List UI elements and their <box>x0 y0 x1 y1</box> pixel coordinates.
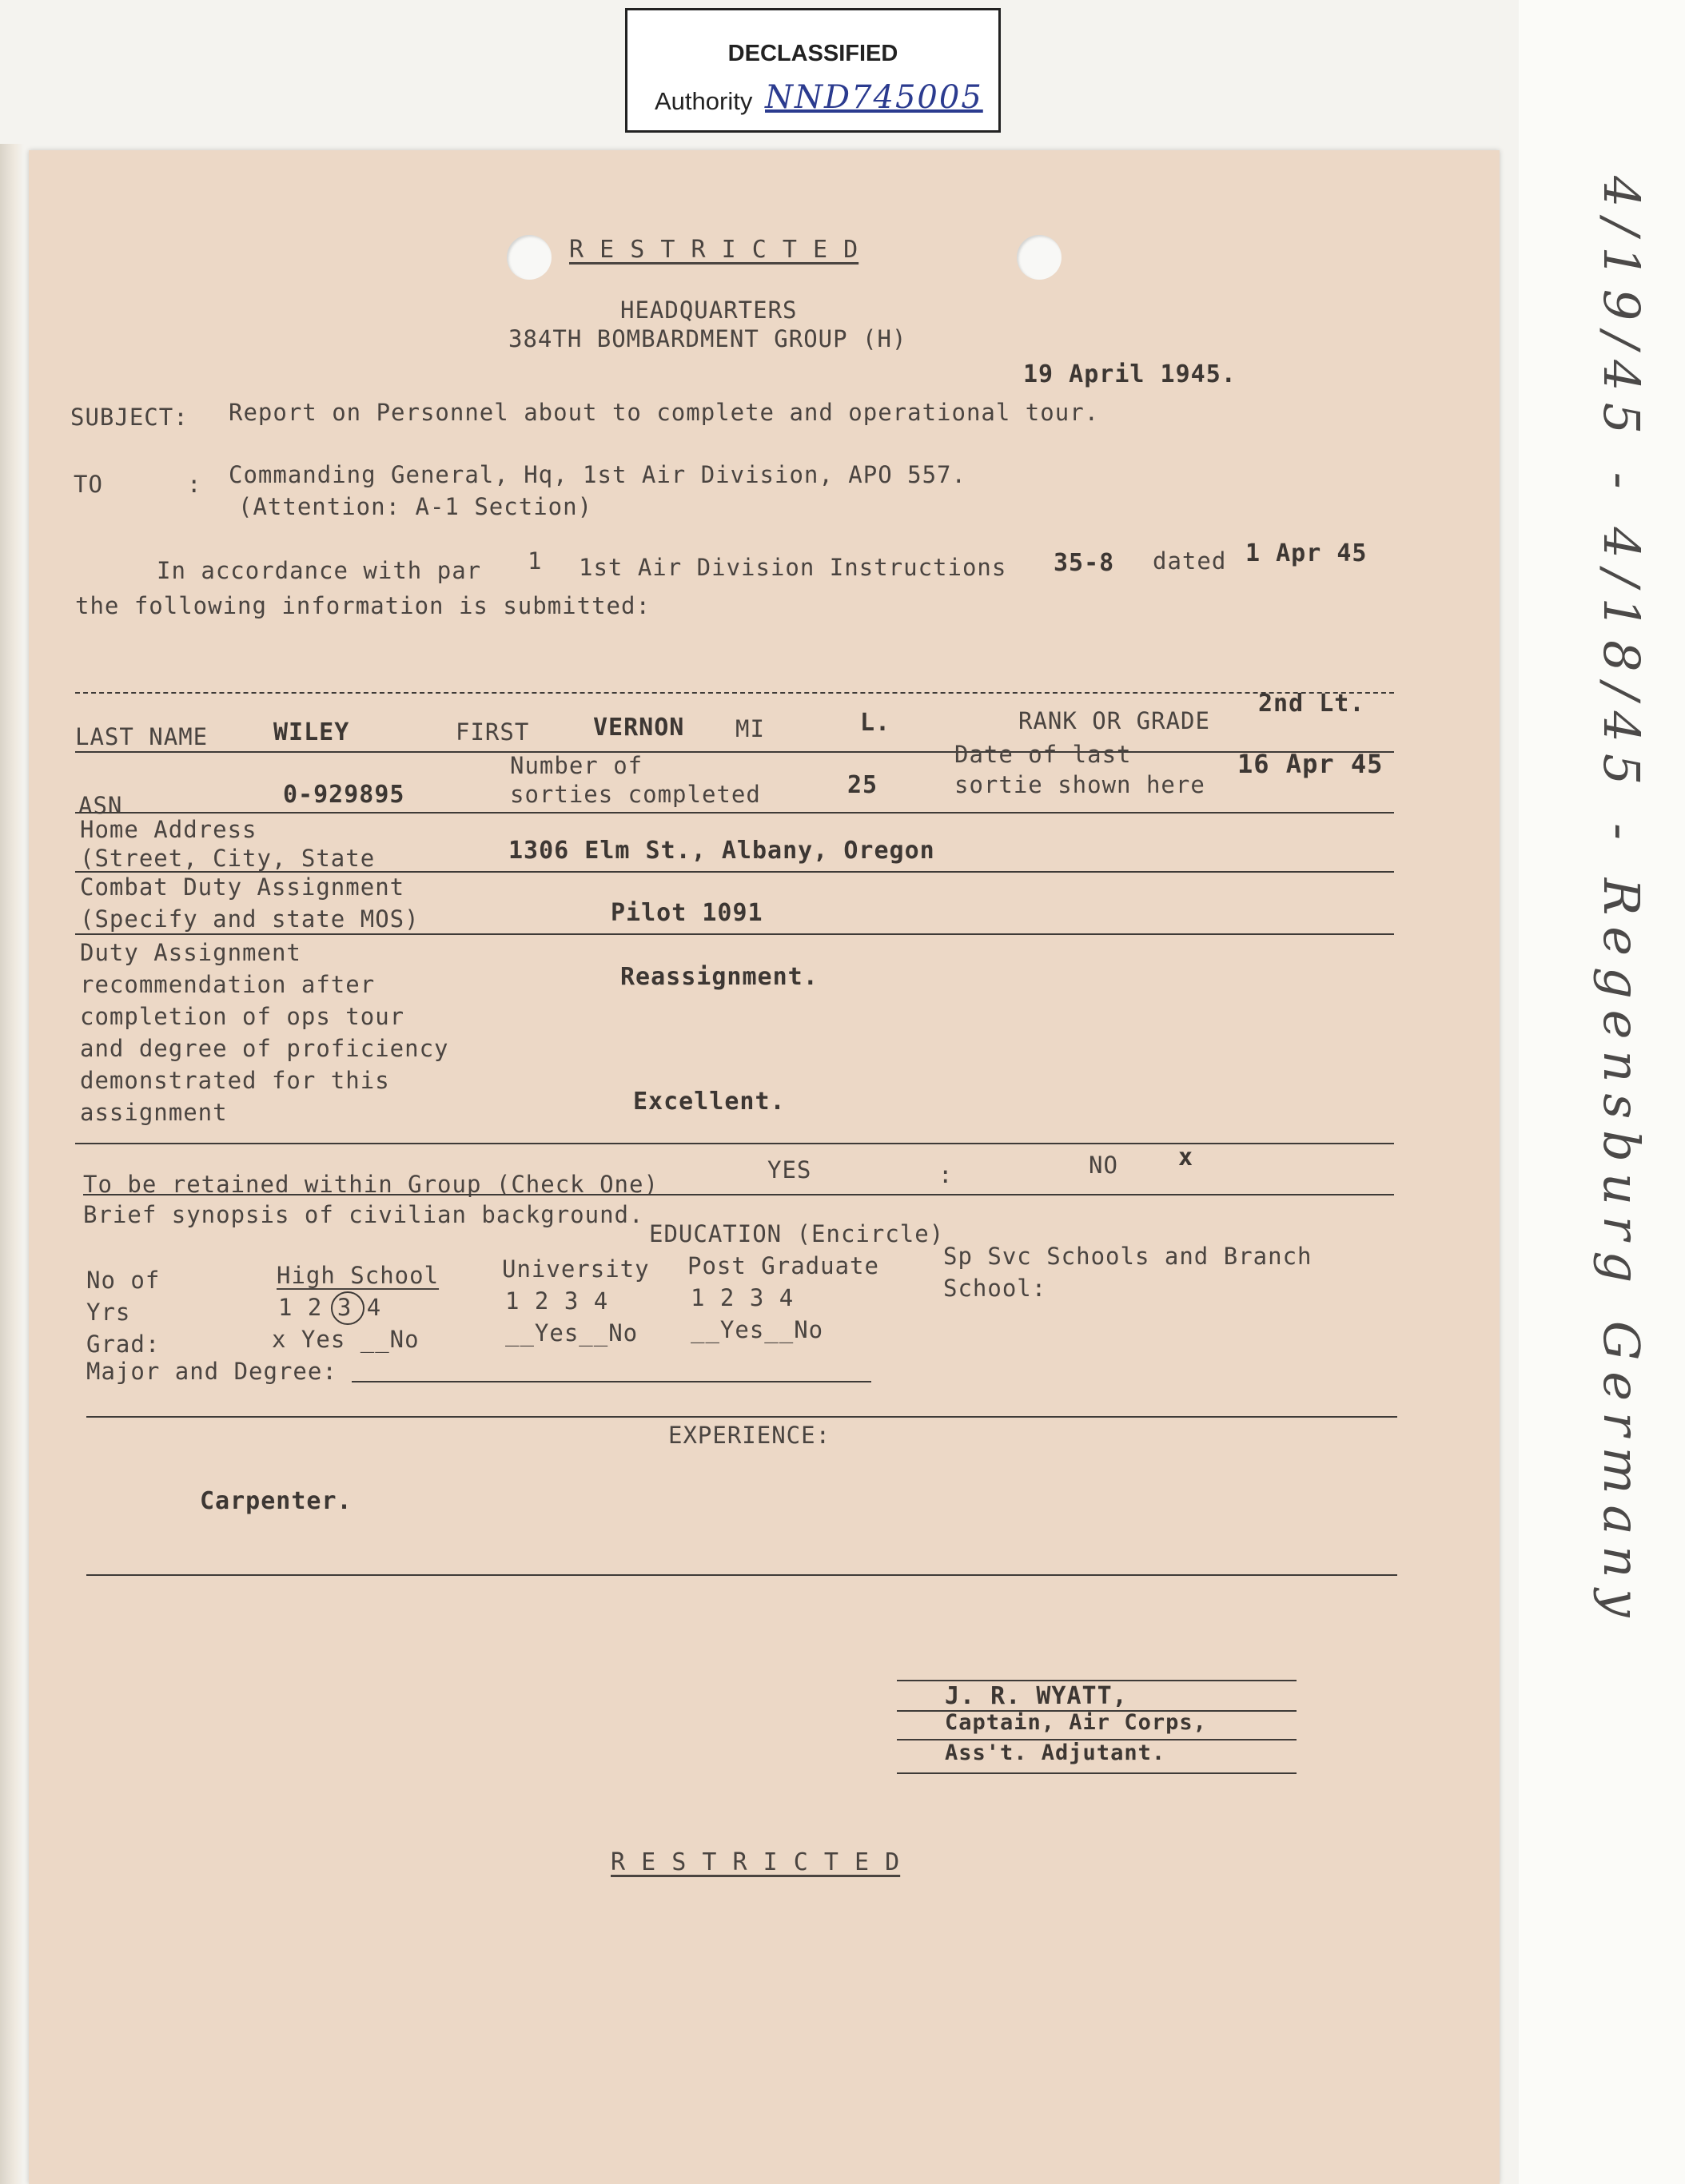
to-colon: : <box>187 471 202 498</box>
retained-label: To be retained within Group (Check One) <box>83 1171 659 1198</box>
hq-line-1: HEADQUARTERS <box>620 296 798 324</box>
home-label-2: (Street, City, State <box>80 845 376 872</box>
asn-value: 0-929895 <box>283 781 405 809</box>
duty-label-5: demonstrated for this <box>80 1067 390 1094</box>
para-mid: 1st Air Division Instructions <box>579 554 1007 581</box>
high-school-label: High School <box>277 1262 440 1289</box>
proficiency-value: Excellent. <box>633 1088 786 1116</box>
experience-heading: EXPERIENCE: <box>668 1422 831 1449</box>
classification-top: R E S T R I C T E D <box>569 236 859 264</box>
name-row-line <box>75 751 1394 753</box>
post-graduate-grad: __Yes__No <box>691 1316 824 1343</box>
duty-label-6: assignment <box>80 1099 228 1126</box>
university-grad: __Yes__No <box>505 1319 639 1347</box>
high-school-grad: x Yes __No <box>272 1326 420 1353</box>
retained-yes-label: YES <box>767 1156 812 1183</box>
last-name-label: LAST NAME <box>75 723 209 750</box>
first-name-value: VERNON <box>593 714 685 742</box>
edu-yrs-label: Yrs <box>86 1299 131 1326</box>
last-sortie-label-2: sortie shown here <box>954 771 1205 798</box>
subject-label: SUBJECT: <box>70 404 189 431</box>
duty-label-3: completion of ops tour <box>80 1003 405 1030</box>
combat-row-line <box>75 933 1394 935</box>
high-school-year-circle <box>331 1291 364 1325</box>
punch-hole-right <box>1017 235 1062 280</box>
rank-value: 2nd Lt. <box>1258 690 1365 718</box>
home-address-value: 1306 Elm St., Albany, Oregon <box>508 837 935 865</box>
dated-label: dated <box>1153 547 1227 575</box>
combat-duty-value: Pilot 1091 <box>611 899 763 927</box>
middle-initial-value: L. <box>860 709 891 737</box>
dated-value: 1 Apr 45 <box>1245 539 1368 567</box>
declassified-stamp <box>625 8 1001 133</box>
experience-value: Carpenter. <box>200 1487 353 1515</box>
retained-no-mark: x <box>1178 1144 1194 1172</box>
combat-label-2: (Specify and state MOS) <box>80 905 420 933</box>
hq-line-2: 384TH BOMBARDMENT GROUP (H) <box>508 325 907 352</box>
last-sortie-value: 16 Apr 45 <box>1237 749 1384 779</box>
sorties-label-2: sorties completed <box>510 781 761 808</box>
retained-row-line <box>83 1194 1394 1195</box>
signature-line-top <box>897 1680 1297 1681</box>
special-schools-label-1: Sp Svc Schools and Branch <box>943 1243 1313 1270</box>
education-heading: EDUCATION (Encircle) <box>649 1220 945 1247</box>
rank-label: RANK OR GRADE <box>1018 707 1210 734</box>
handwritten-note: 4/19/45 - 4/18/45 - Regensburg Germany <box>1592 176 1651 1629</box>
home-label-1: Home Address <box>80 816 257 843</box>
stamp-authority-value: NND745005 <box>765 79 983 116</box>
to-line-2: (Attention: A-1 Section) <box>238 493 593 520</box>
to-line-1: Commanding General, Hq, 1st Air Division, APO 557. <box>229 461 966 488</box>
instruction-number: 35-8 <box>1054 549 1115 577</box>
home-row-line <box>75 871 1394 873</box>
major-degree-line <box>352 1381 871 1382</box>
sorties-label-1: Number of <box>510 752 643 779</box>
subject-text: Report on Personnel about to complete and operational tour. <box>229 399 1100 426</box>
post-graduate-years: 1 2 3 4 <box>691 1284 795 1311</box>
edu-no-of-label: No of <box>86 1267 161 1294</box>
signatory-title-2: Ass't. Adjutant. <box>945 1740 1166 1765</box>
retained-separator: : <box>938 1161 954 1188</box>
experience-bottom-line <box>86 1574 1397 1576</box>
document-page <box>29 150 1500 2184</box>
signature-line-bottom <box>897 1772 1297 1774</box>
university-label: University <box>502 1255 650 1283</box>
edu-grad-label: Grad: <box>86 1331 161 1358</box>
major-degree-label: Major and Degree: <box>86 1358 337 1385</box>
first-name-label: FIRST <box>456 718 530 746</box>
duty-label-2: recommendation after <box>80 971 376 998</box>
university-years: 1 2 3 4 <box>505 1287 609 1315</box>
duty-label-1: Duty Assignment <box>80 939 301 966</box>
para-start: In accordance with par <box>157 557 482 584</box>
duty-label-4: and degree of proficiency <box>80 1035 449 1062</box>
post-graduate-label: Post Graduate <box>687 1252 879 1279</box>
stamp-title: DECLASSIFIED <box>727 41 898 66</box>
high-school-years: 1 2 3 4 <box>278 1294 382 1321</box>
document-date: 19 April 1945. <box>1023 360 1237 388</box>
special-schools-label-2: School: <box>943 1275 1047 1302</box>
retained-no-label: NO <box>1089 1152 1118 1179</box>
middle-initial-label: MI <box>735 715 765 742</box>
duty-recommendation-value: Reassignment. <box>620 963 819 991</box>
combat-label-1: Combat Duty Assignment <box>80 873 405 901</box>
section-top-line <box>75 692 1394 694</box>
last-sortie-label-1: Date of last <box>954 741 1132 768</box>
stamp-authority-label: Authority <box>655 87 753 115</box>
punch-hole-left <box>507 235 552 280</box>
para-line-2: the following information is submitted: <box>75 592 651 619</box>
classification-bottom: R E S T R I C T E D <box>611 1848 901 1876</box>
synopsis-label: Brief synopsis of civilian background. <box>83 1201 644 1228</box>
sorties-value: 25 <box>847 771 878 799</box>
to-label: TO <box>74 471 103 498</box>
duty-row-line <box>75 1143 1394 1144</box>
asn-label: ASN <box>78 792 123 819</box>
signatory-title-1: Captain, Air Corps, <box>945 1710 1207 1735</box>
binder-edge <box>0 144 24 2184</box>
asn-row-line <box>75 812 1394 814</box>
education-bottom-line <box>86 1416 1397 1418</box>
para-number: 1 <box>528 547 543 575</box>
signatory-name: J. R. WYATT, <box>945 1682 1128 1710</box>
last-name-value: WILEY <box>273 718 350 746</box>
